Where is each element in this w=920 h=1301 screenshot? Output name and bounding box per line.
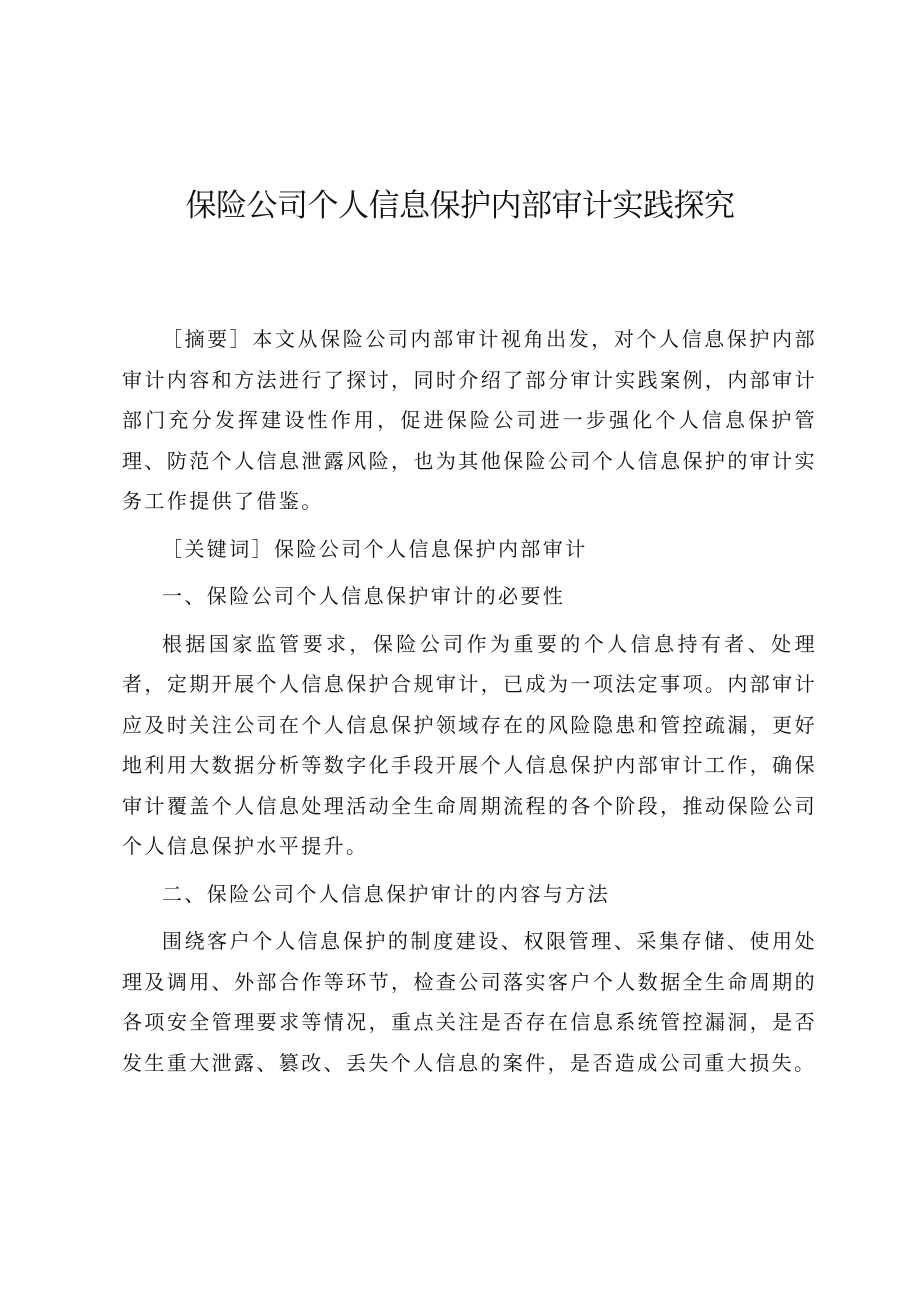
abstract-paragraph: ［摘要］本文从保险公司内部审计视角出发，对个人信息保护内部审计内容和方法进行了探讨，同时介绍了部分审计实践案例，内部审计部门充分发挥建设性作用，促进保险公司进一步强化个人信息保护管理、防范个人信息泄露风险，也为其他保险公司个人信息保护的审计实务工作提供了借鉴。 [122,327,817,513]
keywords-paragraph: ［关键词］保险公司个人信息保护内部审计 [162,536,588,561]
section-heading-2: 二、保险公司个人信息保护审计的内容与方法 [162,881,610,906]
body-paragraph-2: 围绕客户个人信息保护的制度建设、权限管理、采集存储、使用处理及调用、外部合作等环节，检查公司落实客户个人数据全生命周期的各项安全管理要求等情况，重点关注是否存在信息系统管控漏洞，是否发生重大泄露、篡改、丢失个人信息的案件，是否造成公司重大损失。 [122,929,817,1075]
document-title: 保险公司个人信息保护内部审计实践探究 [185,188,735,224]
section-heading-1: 一、保险公司个人信息保护审计的必要性 [162,584,566,608]
document-body [122,319,817,1090]
body-paragraph-1: 根据国家监管要求，保险公司作为重要的个人信息持有者、处理者，定期开展个人信息保护合规审计，已成为一项法定事项。内部审计应及时关注公司在个人信息保护领域存在的风险隐患和管控疏漏，更好地利用大数据分析等数字化手段开展个人信息保护内部审计工作，确保审计覆盖个人信息处理活动全生命周期流程的各个阶段，推动保险公司个人信息保护水平提升。 [122,631,817,858]
